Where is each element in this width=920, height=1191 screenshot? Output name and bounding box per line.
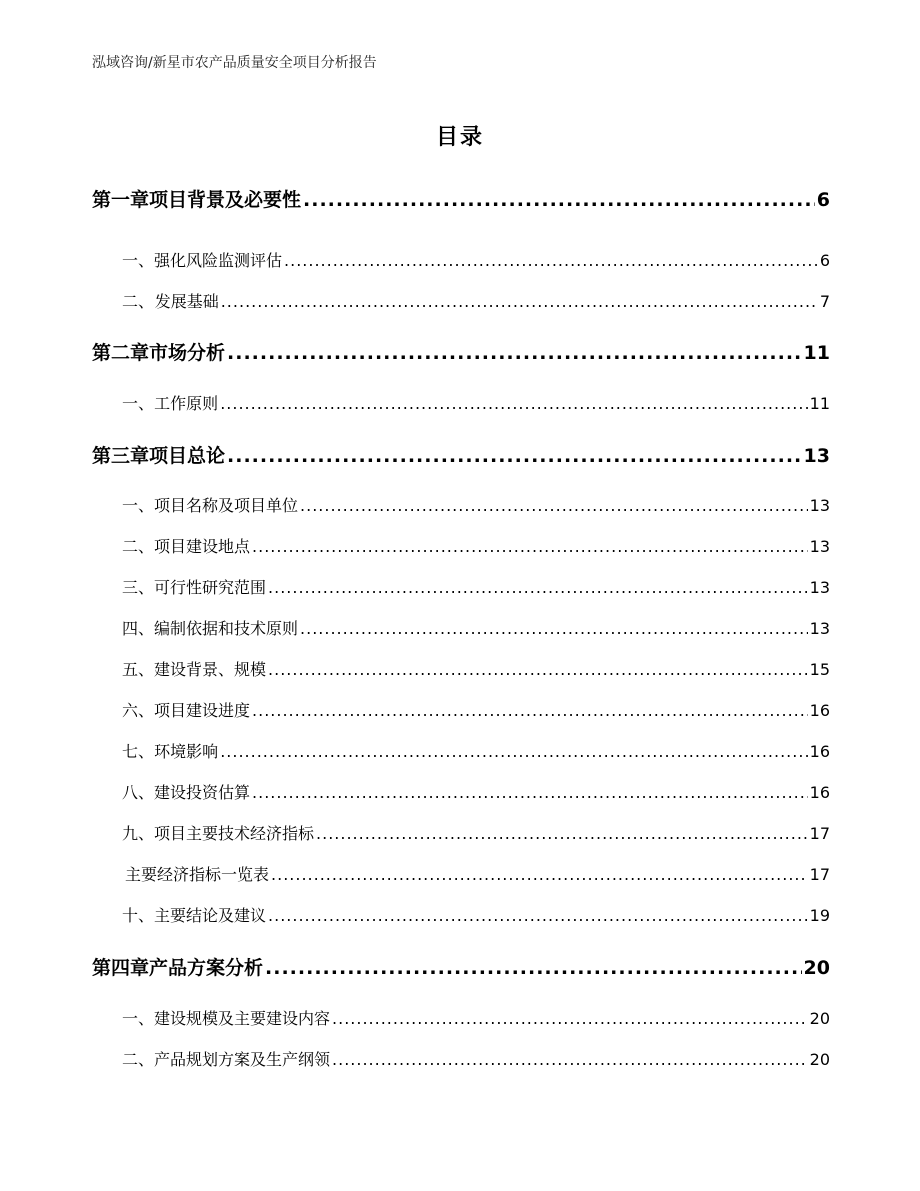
toc-entry-title: 工作原则: [154, 394, 219, 413]
toc-section[interactable]: [92, 657, 830, 680]
toc-leader-dots: [220, 742, 807, 761]
toc-entry-title: 主要结论及建议: [154, 906, 267, 925]
toc-entry-title: 建设规模及主要建设内容: [154, 1009, 331, 1028]
toc-page-number: 20: [809, 1050, 830, 1069]
toc-entry-number: 九、: [122, 824, 155, 843]
toc-leader-dots: [284, 251, 818, 270]
toc-entry-number: 一、: [122, 394, 155, 413]
toc-section[interactable]: [92, 534, 830, 557]
toc-page-number: 11: [803, 342, 830, 364]
toc-entry-number: 二、: [122, 292, 155, 311]
toc-leader-dots: [268, 578, 808, 597]
toc-entry-title: 编制依据和技术原则: [154, 619, 299, 638]
toc-entry-title: 项目主要技术经济指标: [154, 824, 315, 843]
toc-entry-number: 第一章: [92, 189, 150, 211]
toc-entry-title: 项目建设进度: [154, 701, 251, 720]
toc-section[interactable]: [92, 575, 830, 598]
toc-chapter-3[interactable]: [92, 441, 830, 468]
toc-leader-dots: [316, 824, 808, 843]
toc-entry-title: 产品规划方案及生产纲领: [154, 1050, 331, 1069]
toc-leader-dots: [303, 189, 815, 211]
toc-page-number: 20: [809, 1009, 830, 1028]
toc-entry-title: 项目建设地点: [154, 537, 251, 556]
toc-page-number: 13: [809, 496, 830, 515]
toc-leader-dots: [268, 906, 808, 925]
toc-page-number: 13: [809, 537, 830, 556]
toc-entry-number: 一、: [122, 1009, 155, 1028]
toc-leader-dots: [300, 496, 808, 515]
toc-table-entry[interactable]: [125, 862, 830, 885]
toc-leader-dots: [271, 865, 808, 884]
toc-chapter-1[interactable]: [92, 185, 830, 212]
toc-entry-number: 一、: [122, 251, 155, 270]
toc-page-number: 13: [809, 619, 830, 638]
toc-section[interactable]: [92, 821, 830, 844]
toc-entry-number: 第四章: [92, 957, 150, 979]
toc-section[interactable]: [92, 391, 830, 414]
toc-page-number: 13: [803, 445, 830, 467]
toc-section[interactable]: [92, 739, 830, 762]
toc-section[interactable]: [92, 698, 830, 721]
toc-page-number: 15: [809, 660, 830, 679]
toc-entry-number: 三、: [122, 578, 155, 597]
toc-entry-number: 五、: [122, 660, 155, 679]
toc-page-number: 16: [809, 742, 830, 761]
toc-entry-number: 第二章: [92, 342, 150, 364]
toc-page-number: 11: [809, 394, 830, 413]
toc-page-number: 13: [809, 578, 830, 597]
toc-entry-number: 八、: [122, 783, 155, 802]
toc-entry-number: 七、: [122, 742, 155, 761]
toc-entry-title: 市场分析: [149, 342, 226, 364]
toc-entry-number: 一、: [122, 496, 155, 515]
toc-entry-title: 主要经济指标一览表: [125, 865, 270, 884]
toc-entry-title: 环境影响: [154, 742, 219, 761]
toc-entry-title: 建设背景、规模: [154, 660, 267, 679]
toc-leader-dots: [227, 445, 802, 467]
toc-entry-number: 六、: [122, 701, 155, 720]
toc-section[interactable]: [92, 780, 830, 803]
toc-section[interactable]: [92, 493, 830, 516]
toc-leader-dots: [265, 957, 802, 979]
toc-entry-title: 可行性研究范围: [154, 578, 267, 597]
toc-entry-title: 产品方案分析: [149, 957, 264, 979]
toc-section[interactable]: [92, 289, 830, 312]
toc-section[interactable]: [92, 248, 830, 271]
toc-leader-dots: [220, 394, 807, 413]
toc-entry-number: 二、: [122, 537, 155, 556]
toc-leader-dots: [300, 619, 808, 638]
toc-chapter-2[interactable]: [92, 338, 830, 365]
toc-section[interactable]: [92, 903, 830, 926]
toc-entry-number: 二、: [122, 1050, 155, 1069]
toc-entry-title: 项目背景及必要性: [149, 189, 302, 211]
toc-leader-dots: [332, 1050, 808, 1069]
page-header: 泓域咨询/新星市农产品质量安全项目分析报告: [92, 55, 377, 71]
toc-entry-title: 项目名称及项目单位: [154, 496, 299, 515]
toc-entry-title: 项目总论: [149, 445, 226, 467]
toc-page-number: 17: [809, 865, 830, 884]
toc-leader-dots: [268, 660, 808, 679]
toc-section[interactable]: [92, 1047, 830, 1070]
toc-title: 目录: [435, 125, 484, 150]
toc-leader-dots: [227, 342, 802, 364]
toc-entry-number: 四、: [122, 619, 155, 638]
toc-section[interactable]: [92, 1006, 830, 1029]
toc-leader-dots: [252, 783, 808, 802]
toc-page-number: 16: [809, 701, 830, 720]
toc-leader-dots: [332, 1009, 808, 1028]
toc-page-number: 6: [819, 251, 830, 270]
toc-leader-dots: [221, 292, 818, 311]
toc-page-number: 6: [816, 189, 830, 211]
toc-leader-dots: [252, 701, 808, 720]
toc-entry-number: 十、: [122, 906, 155, 925]
toc-page-number: 7: [819, 292, 830, 311]
toc-entry-title: 强化风险监测评估: [154, 251, 283, 270]
toc-entry-title: 建设投资估算: [154, 783, 251, 802]
toc-entry-title: 发展基础: [154, 292, 219, 311]
toc-leader-dots: [252, 537, 808, 556]
toc-entry-number: 第三章: [92, 445, 150, 467]
toc-chapter-4[interactable]: [92, 953, 830, 980]
toc-page-number: 19: [809, 906, 830, 925]
toc-section[interactable]: [92, 616, 830, 639]
toc-page-number: 17: [809, 824, 830, 843]
toc-page-number: 20: [803, 957, 830, 979]
toc-page-number: 16: [809, 783, 830, 802]
